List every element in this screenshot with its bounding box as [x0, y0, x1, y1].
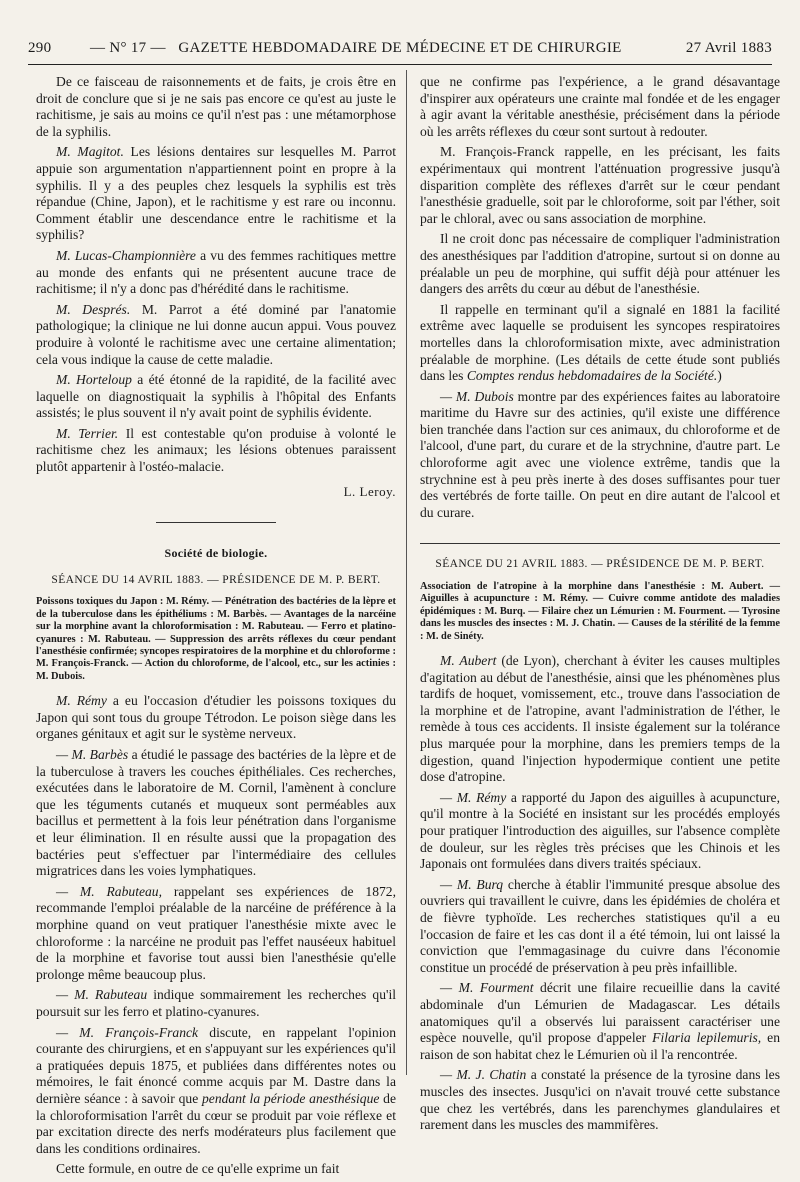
paragraph: — M. François-Franck discute, en rappelant l'opinion courante des chirurgiens, et en s'appuyant sur les expériences qu'il a pratiquées depuis 1875, et publiées dans différentes notes ou mémoires, le fait énoncé comme acquis par M. Dastre dans la dernière séance : à savoir que pendant la période anesthésique de la chloroformisation l'arrêt du cœur se produit par voie réflexe et par excitation directe des nerfs modérateurs plus facilement que dans les conditions ordinaires. [36, 1024, 397, 1156]
speaker-name: M. Horteloup [56, 372, 132, 388]
seance-summary: Poissons toxiques du Japon : M. Rémy. — Pénétration des bactéries de la lèpre et de la tuberculose dans les épithéliums : M. Barbès. — Avantages de la narcéine sur la morphine avant la chloroformisation : M. Rabuteau. — Ferro et platino-cyanures : M. Rabuteau. — Suppression des arrêts réflexes du cœur pendant l'anesthésie confirmée; syncopes respiratoires de la morphine et du chloroforme : M. François-Franck. — Action du chloroforme, de l'alcool, etc., sur les actinies : M. Dubois. [36, 596, 396, 682]
speaker-name: M. Lucas-Championnière [56, 247, 196, 263]
seance-summary: Association de l'atropine à la morphine dans l'anesthésie : M. Aubert. — Aiguilles à acupuncture : M. Rémy. — Cuivre comme antidote des maladies épidémiques : M. Burq. — Filaire chez un Lémurien : M. Fourment. — Tyrosine dans les muscles des insectes : M. J. Chatin. — Causes de la stérilité de la femme : M. de Sinéty. [420, 581, 780, 642]
paragraph: — M. Rabuteau indique sommairement les recherches qu'il poursuit sur les ferro et platino-cyanures. [36, 987, 396, 1019]
seance-heading: SÉANCE DU 14 AVRIL 1883. — PRÉSIDENCE DE M. P. BERT. [51, 573, 381, 586]
speaker-name: M. Després. [56, 301, 131, 317]
journal-title: GAZETTE HEBDOMADAIRE DE MÉDECINE ET DE CHIRURGIE [178, 40, 622, 56]
page-number: 290 [28, 40, 52, 56]
header-rule [28, 64, 772, 65]
speaker-name: M. Magitot. [56, 144, 124, 160]
paragraph: Il rappelle en terminant qu'il a signalé en 1881 la facilité extrême avec laquelle se produisent les syncopes respiratoires mortelles dans la chloroformisation mixte, avec administration préalable de morphine. (Les détails de cette étude sont publiés dans les Comptes rendus hebdomadaires de la Société.) [420, 301, 780, 384]
speaker-name: — M. Fourment [440, 980, 534, 996]
speaker-name: M. Terrier. [56, 425, 119, 441]
seance-heading: SÉANCE DU 21 AVRIL 1883. — PRÉSIDENCE DE M. P. BERT. [435, 558, 765, 571]
paragraph: M. Horteloup a été étonné de la rapidité, de la facilité avec laquelle on diagnostiquait la syphilis à l'hôpital des Enfants assistés; le plus souvent il n'y avait point de syphilis évidente. [36, 372, 396, 421]
speaker-name: — M. Rabuteau [56, 987, 148, 1003]
paragraph: M. François-Franck rappelle, en les précisant, les faits expérimentaux qui montrent l'atténuation progressive jusqu'à disparition complète des réflexes d'arrêt sur le cœur pendant l'anesthésie graduelle, soit par le chloroforme, soit par l'éther, soit par le chloral, avec ou sans association de morphine. [420, 144, 780, 226]
paragraph: — M. Rémy a rapporté du Japon des aiguilles à acupuncture, qu'il montre à la Société en insistant sur les procédés employés pour pratiquer l'introduction des aiguilles, sur l'absence complète de douleur, sur les règles très précises que les Chinois et les Japonais ont formulées dans divers traités spéciaux. [420, 789, 780, 872]
paragraph: — M. Rabuteau, rappelant ses expériences de 1872, recommande l'emploi préalable de la narcéine de préférence à la morphine quand on veut pratiquer l'anesthésie mixte avec le chloroforme : la narcéine ne produit pas l'effet nauséeux habituel de la morphine et favorise tout aussi bien l'anesthésie qu'elle prolonge même beaucoup plus. [36, 883, 397, 982]
speaker-name: — M. François-Franck [56, 1024, 199, 1040]
speaker-name: M. Rémy [56, 693, 107, 709]
issue-date: 27 Avril 1883 [685, 40, 772, 56]
speaker-name: — M. Burq [440, 876, 504, 892]
paragraph: M. Després. M. Parrot a été dominé par l'anatomie pathologique; la clinique ne lui donne aucun appui. Vous pouvez produire à volonté le rachitisme avec une certaine alimentation; cela vous indique la cause de cette maladie. [36, 301, 396, 367]
right-column [420, 74, 780, 1138]
paragraph: que ne confirme pas l'expérience, a le grand désavantage d'inspirer aux opérateurs une crainte mal fondée et de les engager à agir avant la véritable anesthésie, précisément dans la période où les arrêts réflexes du cœur sont surtout à redouter. [420, 74, 780, 139]
paragraph: — M. Fourment décrit une filaire recueillie dans la cavité abdominale d'un Lémurien de Madagascar. Les détails anatomiques qu'il a observés lui paraissent caractériser une espèce nouvelle, qu'il propose d'appeler Filaria lepilemuris, en raison de son habitat chez le Lémurien où il l'a rencontrée. [420, 980, 781, 1062]
left-column [36, 74, 396, 1182]
paragraph: — M. J. Chatin a constaté la présence de la tyrosine dans les muscles des insectes. Jusqu'ici on n'avait trouvé cette substance que chez les vertébrés, dans les parenchymes glandulaires et rarement dans les muscles des mammifères. [420, 1067, 780, 1133]
paragraph: M. Lucas-Championnière a vu des femmes rachitiques mettre au monde des enfants qui ne présentent aucune trace de rachitisme; il n'y a donc pas d'hérédité dans le rachitisme. [36, 247, 396, 297]
paragraph: M. Aubert (de Lyon), cherchant à éviter les causes multiples d'agitation au début de l'anesthésie, ainsi que les phénomènes plus tardifs de hoquet, vomissement, etc., trouve dans l'association de la morphine et de l'atropine, avant l'administration de l'éther, le remède à tous ces accidents. Il insiste également sur la tolérance plus marquée pour la morphine, dans les premiers temps de la digestion, quand l'injection hypodermique contient une petite dose d'atropine. [420, 653, 780, 785]
paragraph: De ce faisceau de raisonnements et de faits, je crois être en droit de conclure que si je ne sais pas encore ce qu'est au juste le rachitisme, je sais au moins ce qu'il n'est pas : une métamorphose de la syphilis. [36, 74, 396, 139]
paragraph: M. Rémy a eu l'occasion d'étudier les poissons toxiques du Japon qui sont tous du groupe Tétrodon. Le poison siège dans les organes génitaux et agit sur le système nerveux. [36, 693, 397, 742]
section-separator [156, 522, 276, 523]
speaker-name: — M. Rémy [440, 789, 507, 805]
paragraph: — M. Barbès a étudié le passage des bactéries de la lèpre et de la tuberculose à travers les couches épithéliales. Ces recherches, exécutées dans le laboratoire de M. Cornil, l'amènent à conclure que les téguments cutanés et muqueux sont perméables aux bacillus et permettent à la fois leur pénétration dans l'organisme et leur élimination. Il en résulte aussi que la propagation des bactéries peut s'effectuer par l'intermédiaire des cellules migratrices dans les voies lymphatiques. [36, 747, 396, 879]
speaker-name: M. Aubert [440, 653, 497, 669]
paragraph: Cette formule, en outre de ce qu'elle exprime un fait [56, 1161, 340, 1177]
issue-number: — N° 17 — [90, 40, 166, 56]
column-divider [406, 70, 407, 1075]
page-header [28, 40, 772, 64]
paragraph: — M. Dubois montre par des expériences faites au laboratoire maritime du Havre sur des actinies, qu'il existe une différence bien tranchée dans l'action sur ces animaux, du chloroforme et de l'alcool, d'une part, du curare et de la strychnine, d'autre part. Le chloroforme agit avec une violence extrême, tandis que la strychnine est à peu près inerte à des doses suffisantes pour tuer des vertébrés de forte taille. On peut en dire autant de l'alcool et du curare. [420, 388, 780, 520]
section-separator [420, 543, 780, 544]
author-signature: L. Leroy. [343, 483, 396, 499]
speaker-name: — M. Rabuteau, [56, 883, 163, 899]
paragraph: M. Terrier. Il est contestable qu'on produise à volonté le rachitisme chez les animaux; les lésions obtenues paraissent plutôt appartenir à l'ostéo-malacie. [36, 425, 396, 475]
speaker-name: — M. J. Chatin [440, 1067, 527, 1083]
paragraph: Il ne croit donc pas nécessaire de compliquer l'administration des anesthésiques par l'addition d'atropine, surtout si on donne au préalable un peu de morphine, qui suffit déjà pour atténuer les dangers des arrêts du cœur au début de l'anesthésie. [420, 231, 780, 297]
speaker-name: — M. Dubois [440, 388, 514, 404]
section-heading: Société de biologie. [164, 546, 268, 561]
paragraph: — M. Burq cherche à établir l'immunité presque absolue des ouvriers qui travaillent le cuivre, dans les épidémies de choléra et de fièvre typhoïde. Les recherches statistiques qu'il a eu l'occasion de faire et les cas dont il a été témoin, lui ont laissé la conviction que l'emmagasinage du cuivre dans l'économie constitue un procédé de préservation à peu près infaillible. [420, 876, 780, 975]
paragraph: M. Magitot. Les lésions dentaires sur lesquelles M. Parrot appuie son argumentation n'appartiennent point en propre à la syphilis. Il y a des peuples chez lesquels la syphilis est très répandue (Chine, Japon), et le rachitisme y est rare ou inconnu. Comment établir une descendance entre le rachitisme et la syphilis? [36, 144, 396, 243]
speaker-name: — M. Barbès [56, 747, 129, 763]
